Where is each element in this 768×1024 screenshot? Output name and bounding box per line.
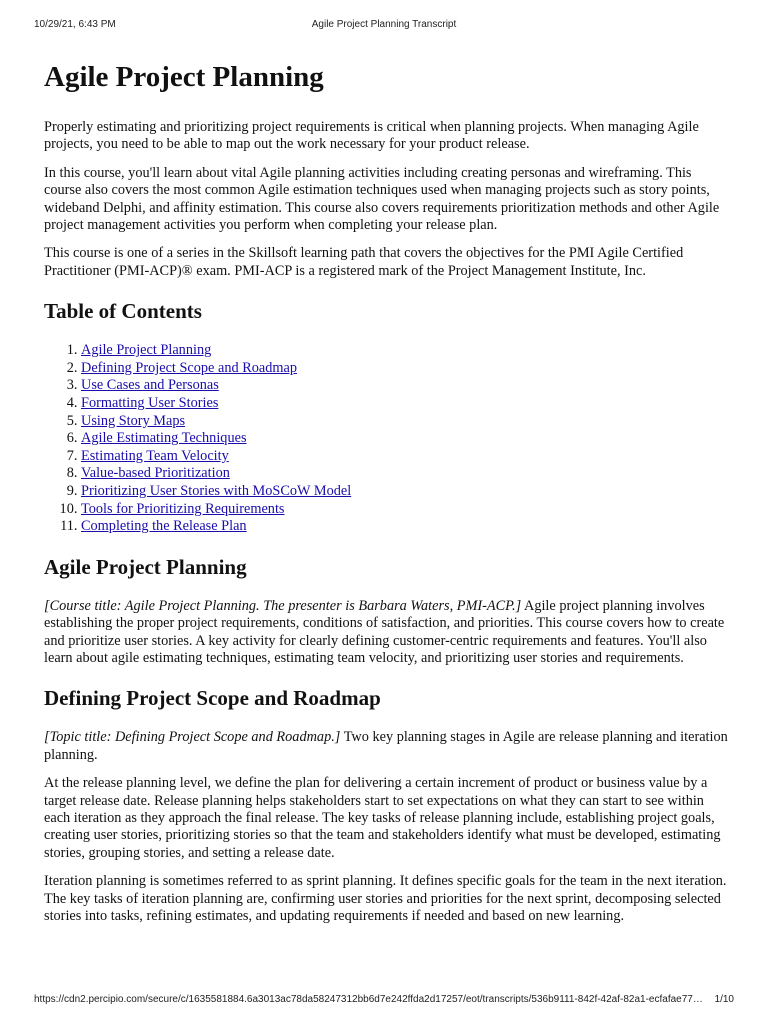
toc-link-tools-prioritizing[interactable]: Tools for Prioritizing Requirements [81,500,285,517]
section2-text: Two key planning stages in Agile are release planning and iteration planning. [44,729,728,763]
toc-link-defining-project-scope[interactable]: Defining Project Scope and Roadmap [81,359,297,376]
toc-item [81,518,728,536]
section2-topic-note: [Topic title: Defining Project Scope and Roadmap.] [44,729,341,746]
section-heading-defining-scope: Defining Project Scope and Roadmap [44,686,381,711]
intro-paragraph-2: In this course, you'll learn about vital Agile planning activities including creating personas and wireframing. This course also covers the most common Agile estimation techniques used when managing projects such as story points, wideband Delphi, and affinity estimation. This course also covers requirements prioritization methods and other Agile project management activities you perform when completing your release plan. [44,164,720,234]
toc-item [81,413,728,431]
toc-item [81,430,728,448]
section1-topic-note: [Course title: Agile Project Planning. The presenter is Barbara Waters, PMI-ACP.] [44,597,522,614]
print-datetime: 10/29/21, 6:43 PM [34,19,116,30]
toc-heading: Table of Contents [44,299,202,324]
toc-item [81,360,728,378]
transcript-content [44,56,728,936]
page-title: Agile Project Planning [44,61,324,93]
toc-link-agile-project-planning[interactable]: Agile Project Planning [81,342,212,359]
section2-paragraph-1 [44,729,728,764]
print-header [34,19,734,33]
toc-item [81,465,728,483]
print-footer [34,994,734,1008]
toc-item [81,501,728,519]
section-heading-agile-project-planning: Agile Project Planning [44,554,247,579]
toc-list [44,342,728,536]
section1-paragraph [44,598,728,668]
toc-link-completing-release-plan[interactable]: Completing the Release Plan [81,518,247,535]
toc-link-moscow-model[interactable]: Prioritizing User Stories with MoSCoW Model [81,483,352,499]
toc-link-using-story-maps[interactable]: Using Story Maps [81,412,186,429]
intro-paragraph-1: Properly estimating and prioritizing project requirements is critical when planning projects. When managing Agile projects, you need to be able to map out the work necessary for your product release. [44,119,699,153]
print-page-number: 1/10 [714,994,734,1005]
toc-item [81,448,728,466]
print-title: Agile Project Planning Transcript [311,19,457,30]
intro-paragraph-3: This course is one of a series in the Skillsoft learning path that covers the objectives for the PMI Agile Certified Practitioner (PMI-ACP)® exam. PMI-ACP is a registered mark of the Project Management Institute, Inc. [44,245,684,279]
toc-item [81,395,728,413]
section2-paragraph-3: Iteration planning is sometimes referred to as sprint planning. It defines specific goals for the team in the next iteration. The key tasks of iteration planning are, confirming user stories and priorities for the next sprint, decomposing selected stories into tasks, refining estimates, and updating requirements if needed and based on new learning. [44,873,727,925]
toc-item [81,342,728,360]
toc-link-use-cases-personas[interactable]: Use Cases and Personas [81,377,219,394]
toc-link-agile-estimating-techniques[interactable]: Agile Estimating Techniques [81,430,247,447]
toc-link-formatting-user-stories[interactable]: Formatting User Stories [81,395,219,412]
section1-text: Agile project planning involves establishing the proper project requirements, conditions of satisfaction, and priorities. This course covers how to create and prioritize user stories. A key activity for clearly defining customer-centric requirements and features. You'll also learn about agile estimating techniques, estimating team velocity, and prioritizing user stories and requirements. [44,597,725,666]
toc-link-estimating-team-velocity[interactable]: Estimating Team Velocity [81,447,229,464]
print-url: https://cdn2.percipio.com/secure/c/1635581884.6a3013ac78da58247312bb6d7e242ffda2d17257/eot/transcripts/536b9111-842f-42af-82a1-ecfafae77… [34,994,703,1005]
toc-item [81,377,728,395]
section2-paragraph-2: At the release planning level, we define the plan for delivering a certain increment of product or business value by a target release date. Release planning helps stakeholders start to set expectations on what they can start to see within each iteration as they approach the final release. The key tasks of release planning include, establishing project goals, creating user stories, prioritizing stories so that the team and stakeholders identify what must be developed, estimating stories, grouping stories, and setting a release date. [44,775,721,861]
toc-link-value-based-prioritization[interactable]: Value-based Prioritization [81,465,230,482]
toc-item [81,483,728,501]
